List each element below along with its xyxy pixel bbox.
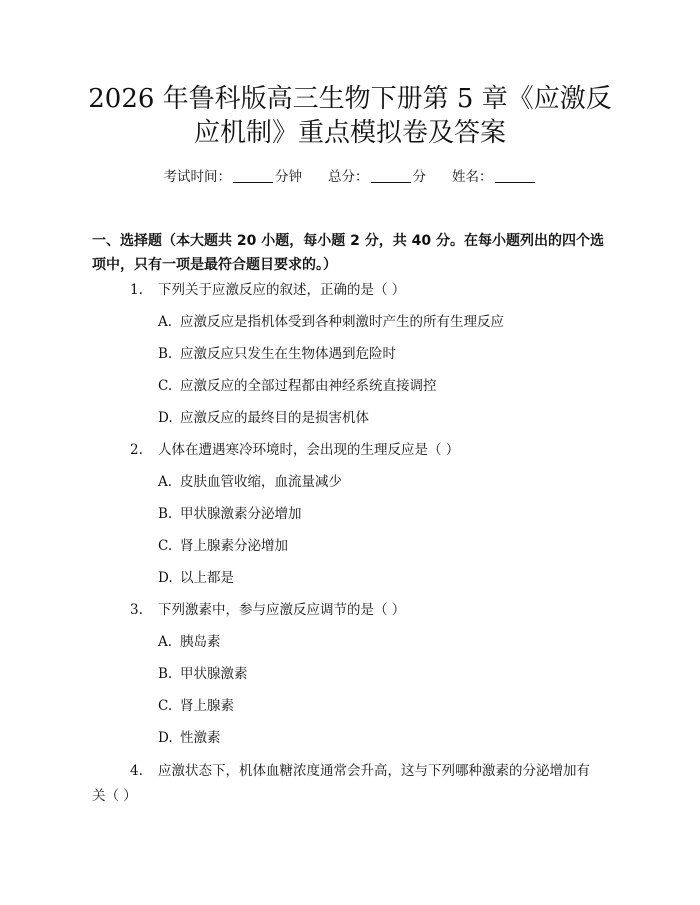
exam-title-line1: 2026 年鲁科版高三生物下册第 5 章《应激反 — [88, 84, 612, 114]
option-1c — [158, 375, 598, 397]
option-3c — [158, 695, 598, 717]
option-2a — [158, 471, 598, 493]
option-text: 甲状腺激素分泌增加 — [180, 506, 302, 522]
option-letter: D. — [158, 730, 173, 746]
question-stem: 人体在遭遇寒冷环境时，会出现的生理反应是（ ） — [158, 442, 460, 458]
exam-title-line2: 应机制》重点模拟卷及答案 — [193, 118, 506, 148]
option-text: 性激素 — [180, 730, 221, 746]
option-2d — [158, 567, 598, 589]
option-letter: A. — [158, 314, 173, 330]
option-text: 肾上腺素 — [180, 698, 234, 714]
question-number: 1. — [130, 282, 143, 298]
question-number: 3. — [130, 602, 143, 618]
question-stem: 下列激素中，参与应激反应调节的是（ ） — [158, 602, 406, 618]
option-letter: C. — [158, 378, 173, 394]
option-letter: A. — [158, 634, 173, 650]
question-number: 2. — [130, 442, 143, 458]
total-score-blank — [371, 168, 411, 183]
option-letter: B. — [158, 666, 173, 682]
question-4 — [92, 759, 600, 809]
option-letter: A. — [158, 474, 173, 490]
question-stem: 下列关于应激反应的叙述，正确的是（ ） — [158, 282, 406, 298]
option-2b — [158, 503, 598, 525]
option-text: 甲状腺激素 — [180, 666, 248, 682]
total-score-label: 总分： — [328, 169, 369, 185]
exam-time-label: 考试时间： — [163, 169, 231, 185]
exam-time-unit: 分钟 — [275, 169, 302, 185]
exam-info-line — [0, 167, 700, 187]
option-3a — [158, 631, 598, 653]
question-number: 4. — [130, 763, 143, 779]
option-3d — [158, 727, 598, 749]
option-1d — [158, 407, 598, 429]
option-text: 应激反应是指机体受到各种刺激时产生的所有生理反应 — [180, 314, 504, 330]
option-text: 应激反应只发生在生物体遇到危险时 — [180, 346, 396, 362]
option-2c — [158, 535, 598, 557]
option-1b — [158, 343, 598, 365]
option-letter: D. — [158, 410, 173, 426]
option-letter: B. — [158, 346, 173, 362]
option-letter: B. — [158, 506, 173, 522]
option-text: 肾上腺素分泌增加 — [180, 538, 288, 554]
option-letter: C. — [158, 538, 173, 554]
option-text: 皮肤血管收缩，血流量减少 — [180, 474, 342, 490]
exam-time-blank — [233, 168, 273, 183]
name-label: 姓名： — [452, 169, 493, 185]
option-1a — [158, 311, 598, 333]
option-letter: D. — [158, 570, 173, 586]
question-stem: 应激状态下，机体血糖浓度通常会升高，这与下列哪种激素的分泌增加有关（ ） — [92, 763, 590, 804]
option-text: 胰岛素 — [180, 634, 221, 650]
name-blank — [495, 168, 535, 183]
option-letter: C. — [158, 698, 173, 714]
option-text: 以上都是 — [180, 570, 234, 586]
option-3b — [158, 663, 598, 685]
total-score-unit: 分 — [412, 169, 426, 185]
option-text: 应激反应的全部过程都由神经系统直接调控 — [180, 378, 437, 394]
option-text: 应激反应的最终目的是损害机体 — [180, 410, 369, 426]
section-heading: 一、选择题（本大题共 20 小题，每小题 2 分，共 40 分。在每小题列出的四个选项中，只有一项是最符合题目要求的。） — [92, 233, 604, 273]
